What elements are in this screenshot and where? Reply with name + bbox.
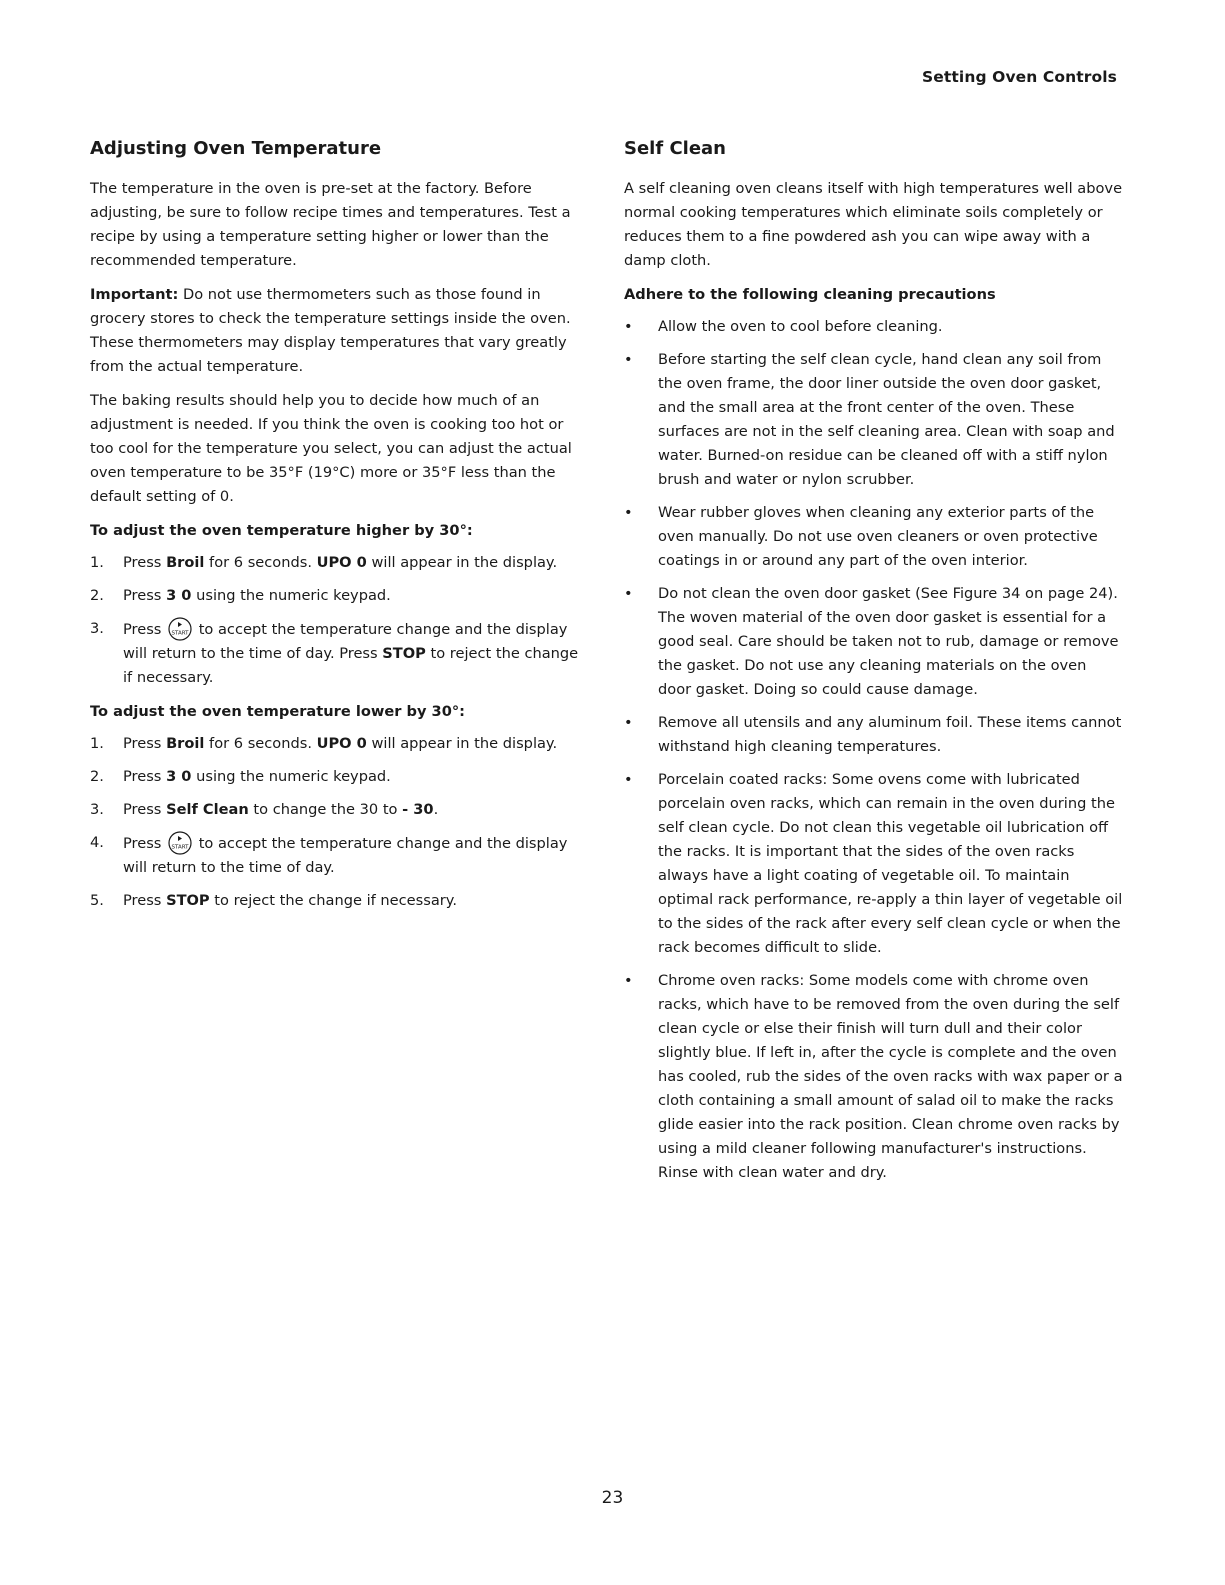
precautions-subheading: Adhere to the following cleaning precautions (624, 286, 996, 303)
step-text: to reject the change if necessary. (123, 645, 579, 686)
step-text: to reject the change if necessary. (209, 892, 457, 909)
step-text: Press (123, 835, 167, 852)
step-item (90, 584, 590, 608)
step-text: Press (123, 801, 167, 818)
section-heading-adjust-temp: Adjusting Oven Temperature (90, 138, 382, 159)
higher-steps-list (90, 551, 590, 690)
step-text: for 6 seconds. (204, 735, 317, 752)
list-item (624, 348, 1124, 492)
page-number: 23 (601, 1488, 624, 1508)
list-item (624, 969, 1124, 1185)
bullet-text: Remove all utensils and any aluminum foil. These items cannot withstand high cleaning temperatures. (658, 714, 1122, 755)
step-item (90, 732, 590, 756)
key-label: STOP (382, 645, 426, 662)
baking-paragraph: The baking results should help you to decide how much of an adjustment is needed. If you think the oven is cooking too hot or too cool for the temperature you select, you can adjust the actual oven temperature to be 35°F (19°C) more or 35°F less than the default setting of 0. (90, 392, 572, 505)
step-item (90, 831, 590, 880)
step-text: will appear in the display. (366, 554, 558, 571)
list-item (624, 582, 1124, 702)
intro-paragraph: The temperature in the oven is pre-set at the factory. Before adjusting, be sure to follow recipe times and temperatures. Test a recipe by using a temperature setting higher or lower than the recommended temperature. (90, 180, 571, 269)
list-item (624, 315, 1124, 339)
step-text: to change the 30 to (248, 801, 403, 818)
running-head: Setting Oven Controls (922, 68, 1117, 86)
bullet-text: Wear rubber gloves when cleaning any exterior parts of the oven manually. Do not use oven cleaners or oven protective coatings in or around any part of the oven interior. (658, 504, 1098, 569)
lower-steps-list (90, 732, 590, 913)
bullet-text: Before starting the self clean cycle, hand clean any soil from the oven frame, the door liner outside the oven door gasket, and the small area at the front center of the oven. These surfaces are not in the self cleaning area. Clean with soap and water. Burned-on residue can be cleaned off with a stiff nylon brush and water or nylon scrubber. (658, 351, 1115, 488)
step-item (90, 617, 590, 690)
start-button-icon (168, 831, 192, 855)
step-item (90, 551, 590, 575)
step-text: using the numeric keypad. (191, 587, 391, 604)
lower-subheading: To adjust the oven temperature lower by 30°: (90, 703, 465, 720)
step-number: 3. (90, 620, 104, 637)
step-text: for 6 seconds. (204, 554, 317, 571)
list-item (624, 768, 1124, 960)
start-icon-label: START (171, 844, 189, 851)
important-text: Do not use thermometers such as those found in grocery stores to check the temperature settings inside the oven. These thermometers may display temperatures that vary greatly from the actual temperature. (90, 286, 571, 375)
key-label: Broil (166, 735, 205, 752)
display-code: UPO 0 (316, 554, 367, 571)
bullet-icon: • (624, 771, 633, 788)
step-number: 3. (90, 801, 104, 818)
key-label: 3 0 (166, 768, 192, 785)
higher-subheading: To adjust the oven temperature higher by 30°: (90, 522, 473, 539)
bullet-icon: • (624, 504, 633, 521)
step-text: Press (123, 621, 167, 638)
step-text: to accept the temperature change and the display will return to the time of day. (123, 835, 568, 876)
bullet-icon: • (624, 714, 633, 731)
bullet-text: Porcelain coated racks: Some ovens come with lubricated porcelain oven racks, which can remain in the oven during the self clean cycle. Do not clean this vegetable oil lubrication off the racks. It is important that the sides of the oven racks always have a light coating of vegetable oil. To maintain optimal rack performance, re-apply a thin layer of vegetable oil to the sides of the rack after every self clean cycle or when the rack becomes difficult to slide. (658, 771, 1123, 956)
bullet-icon: • (624, 972, 633, 989)
key-label: STOP (166, 892, 210, 909)
list-item (624, 501, 1124, 573)
bullet-text: Allow the oven to cool before cleaning. (658, 318, 943, 335)
step-number: 4. (90, 834, 104, 851)
step-number: 5. (90, 892, 104, 909)
important-label: Important: (90, 286, 179, 303)
left-column (90, 138, 590, 923)
bullet-icon: • (624, 585, 633, 602)
start-button-icon (168, 617, 192, 641)
step-text: Press (123, 587, 167, 604)
bullet-text: Do not clean the oven door gasket (See Figure 34 on page 24). The woven material of the oven door gasket is essential for a good seal. Care should be taken not to rub, damage or remove the gasket. Do not use any cleaning materials on the oven door gasket. Doing so could cause damage. (658, 585, 1119, 698)
step-number: 2. (90, 587, 104, 604)
bullet-icon: • (624, 318, 633, 335)
step-item (90, 798, 590, 822)
key-label: Self Clean (166, 801, 249, 818)
step-text: Press (123, 735, 167, 752)
step-text: . (433, 801, 439, 818)
self-clean-intro: A self cleaning oven cleans itself with high temperatures well above normal cooking temperatures which eliminate soils completely or reduces them to a fine powdered ash you can wipe away with a damp cloth. (624, 180, 1123, 269)
right-column (624, 138, 1124, 1194)
key-label: 3 0 (166, 587, 192, 604)
list-item (624, 711, 1124, 759)
step-text: using the numeric keypad. (191, 768, 391, 785)
step-text: Press (123, 768, 167, 785)
precautions-list (624, 315, 1124, 1185)
step-text: Press (123, 554, 167, 571)
start-icon-label: START (171, 630, 189, 637)
key-label: Broil (166, 554, 205, 571)
important-paragraph (90, 283, 590, 379)
step-number: 1. (90, 554, 104, 571)
step-number: 1. (90, 735, 104, 752)
step-number: 2. (90, 768, 104, 785)
section-heading-self-clean: Self Clean (624, 138, 726, 159)
step-text: to accept the temperature change and the display will return to the time of day. Press (123, 621, 568, 662)
display-code: - 30 (402, 801, 434, 818)
bullet-text: Chrome oven racks: Some models come with chrome oven racks, which have to be removed from the oven during the self clean cycle or else their finish will turn dull and their color slightly blue. If left in, after the cycle is complete and the oven has cooled, rub the sides of the oven racks with wax paper or a cloth containing a small amount of salad oil to make the racks glide easier into the rack position. Clean chrome oven racks by using a mild cleaner following manufacturer's instructions. Rinse with clean water and dry. (658, 972, 1123, 1181)
display-code: UPO 0 (316, 735, 367, 752)
step-item (90, 765, 590, 789)
bullet-icon: • (624, 351, 633, 368)
step-text: will appear in the display. (366, 735, 558, 752)
step-text: Press (123, 892, 167, 909)
step-item (90, 889, 590, 913)
